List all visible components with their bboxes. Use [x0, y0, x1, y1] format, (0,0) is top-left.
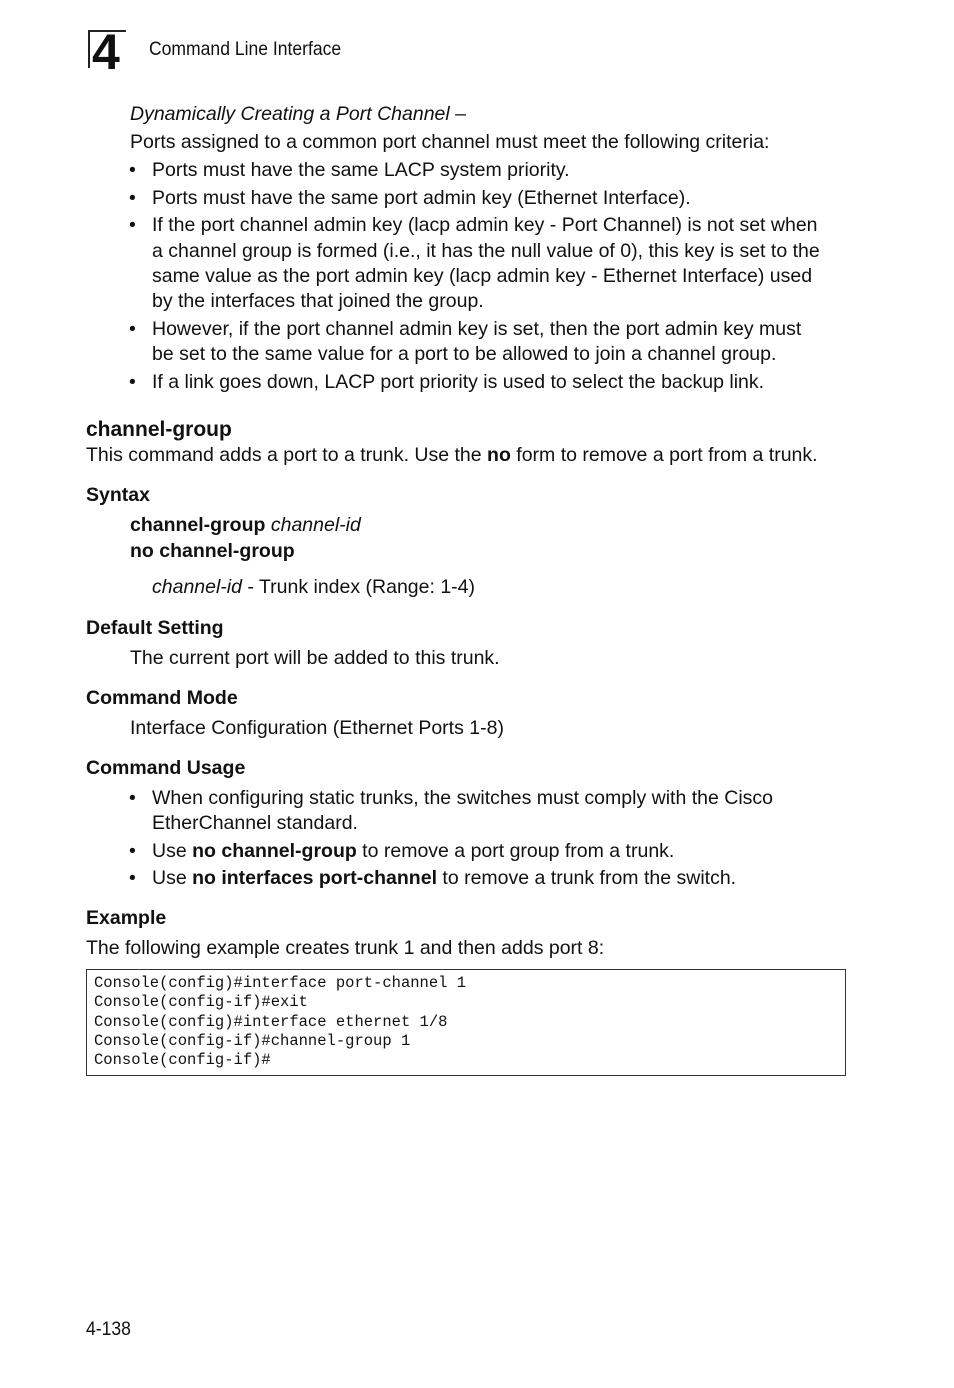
- command-title: channel-group: [86, 418, 232, 441]
- list-item-cont: a channel group is formed (i.e., it has the null value of 0), this key is set to the: [152, 240, 820, 262]
- bullet-dot: •: [129, 187, 136, 209]
- list-item: Use no channel-group to remove a port group from a trunk.: [152, 840, 675, 862]
- list-item-cont: by the interfaces that joined the group.: [152, 290, 484, 312]
- intro-lead: Ports assigned to a common port channel must meet the following criteria:: [130, 131, 770, 153]
- bullet-dot: •: [129, 371, 136, 393]
- list-item-cont: be set to the same value for a port to be allowed to join a channel group.: [152, 343, 777, 365]
- code-line: Console(config)#interface port-channel 1: [94, 974, 467, 992]
- bullet-dot: •: [129, 840, 136, 862]
- list-item-cont: same value as the port admin key (lacp admin key - Ethernet Interface) used: [152, 265, 813, 287]
- chapter-number-box: [88, 24, 126, 80]
- code-line: Console(config)#interface ethernet 1/8: [94, 1012, 448, 1031]
- command-usage-heading: Command Usage: [86, 757, 246, 779]
- list-item: Ports must have the same LACP system priority.: [152, 159, 570, 181]
- bullet-dot: •: [129, 318, 136, 340]
- list-item: Ports must have the same port admin key (Ethernet Interface).: [152, 187, 691, 209]
- example-text: The following example creates trunk 1 and then adds port 8:: [86, 937, 605, 959]
- list-item-cont: EtherChannel standard.: [152, 812, 358, 834]
- code-block: [86, 969, 846, 1076]
- bullet-dot: •: [129, 214, 136, 236]
- default-setting-text: The current port will be added to this trunk.: [130, 647, 500, 669]
- command-description: This command adds a port to a trunk. Use the no form to remove a port from a trunk.: [86, 444, 818, 466]
- list-item: If a link goes down, LACP port priority is used to select the backup link.: [152, 371, 765, 393]
- syntax-line: channel-group channel-id: [130, 514, 361, 536]
- list-item: However, if the port channel admin key is set, then the port admin key must: [152, 318, 802, 340]
- code-line: Console(config-if)#: [94, 1051, 271, 1070]
- syntax-no-line: no channel-group: [130, 540, 295, 562]
- header-title: Command Line Interface: [149, 38, 342, 60]
- intro-heading: Dynamically Creating a Port Channel –: [130, 103, 466, 125]
- list-item: If the port channel admin key (lacp admin key - Port Channel) is not set when: [152, 214, 818, 236]
- bullet-dot: •: [129, 867, 136, 889]
- bullet-dot: •: [129, 787, 136, 809]
- code-line: Console(config-if)#channel-group 1: [94, 1031, 411, 1050]
- syntax-parameter: channel-id - Trunk index (Range: 1-4): [152, 576, 476, 598]
- list-item: Use no interfaces port-channel to remove a trunk from the switch.: [152, 867, 737, 889]
- default-setting-heading: Default Setting: [86, 617, 224, 639]
- bullet-dot: •: [129, 159, 136, 181]
- page-number: 4-138: [86, 1318, 131, 1340]
- command-mode-text: Interface Configuration (Ethernet Ports 1-8): [130, 717, 504, 739]
- chapter-number: 4: [92, 24, 120, 80]
- syntax-heading: Syntax: [86, 484, 150, 506]
- list-item: When configuring static trunks, the switches must comply with the Cisco: [152, 787, 773, 809]
- command-mode-heading: Command Mode: [86, 687, 238, 709]
- code-line: Console(config-if)#exit: [94, 993, 308, 1012]
- example-heading: Example: [86, 907, 167, 929]
